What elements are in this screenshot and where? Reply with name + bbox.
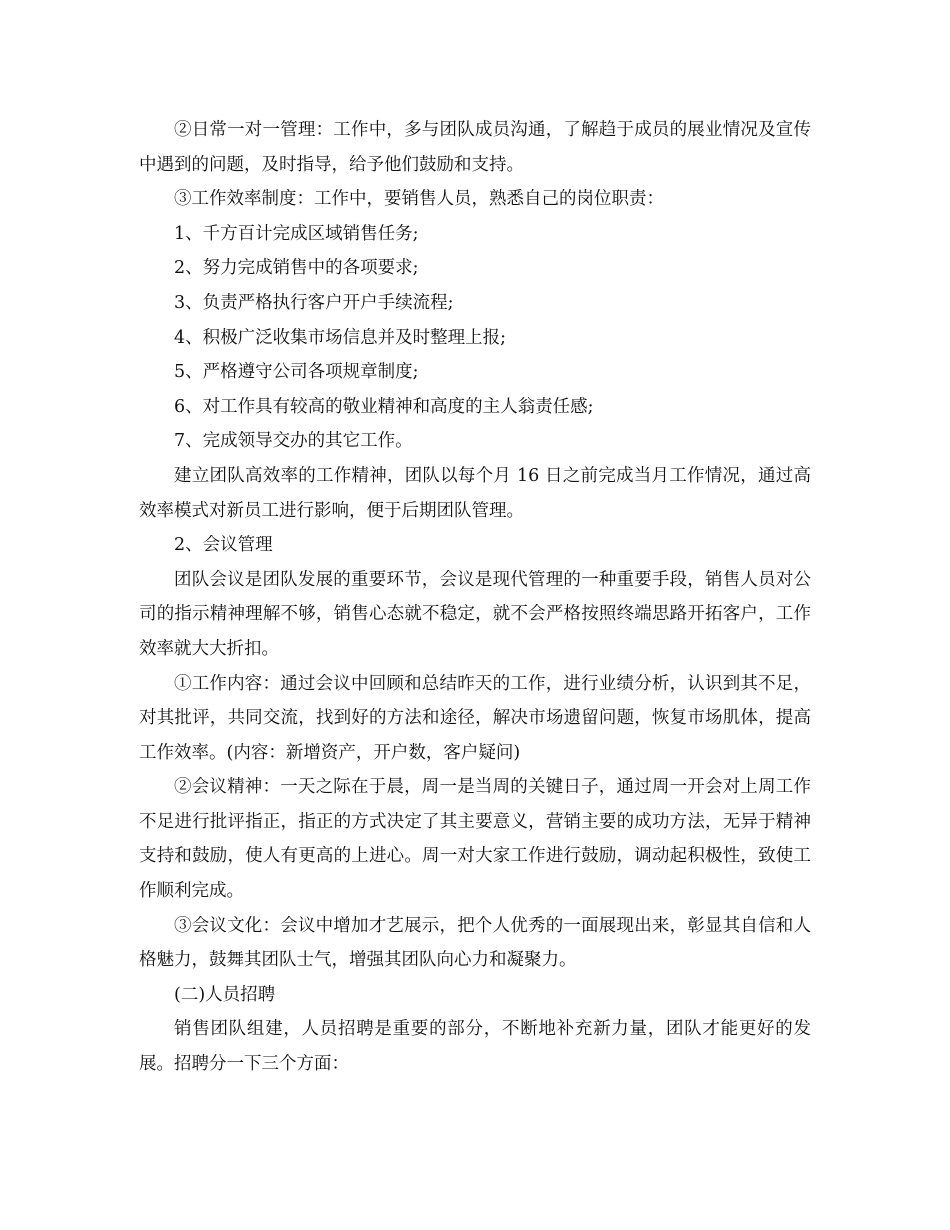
section-heading-recruitment: (二)人员招聘 (174, 984, 276, 1005)
paragraph-daily-management: ②日常一对一管理：工作中，多与团队成员沟通，了解趋于成员的展业情况及宣传中遇到的问题，及时指导，给予他们鼓励和支持。 (139, 120, 811, 175)
section-heading-meeting-management: 2、会议管理 (174, 535, 273, 556)
paragraph-team-spirit: 建立团队高效率的工作精神，团队以每个月 16 日之前完成当月工作情况，通过高效率模式对新员工进行影响，便于后期团队管理。 (139, 465, 811, 521)
list-item-duty-7: 7、完成领导交办的其它工作。 (174, 431, 413, 452)
paragraph-efficiency-system: ③工作效率制度：工作中，要销售人员，熟悉自己的岗位职责： (174, 189, 664, 210)
list-item-duty-3: 3、负责严格执行客户开户手续流程; (174, 292, 454, 313)
list-item-duty-2: 2、努力完成销售中的各项要求; (174, 258, 419, 279)
list-item-duty-4: 4、积极广泛收集市场信息并及时整理上报; (174, 327, 507, 348)
document-body (139, 113, 811, 1082)
paragraph-meeting-content: ①工作内容：通过会议中回顾和总结昨天的工作，进行业绩分析，认识到其不足，对其批评，共同交流，找到好的方法和途径，解决市场遗留问题，恢复市场肌体，提高工作效率。(内容：新增资产，开户数，客户疑问) (139, 673, 811, 763)
paragraph-recruitment: 销售团队组建，人员招聘是重要的部分，不断地补充新力量，团队才能更好的发展。招聘分一下三个方面： (139, 1019, 811, 1075)
list-item-duty-5: 5、严格遵守公司各项规章制度; (174, 362, 419, 383)
paragraph-meeting-culture: ③会议文化：会议中增加才艺展示，把个人优秀的一面展现出来，彰显其自信和人格魅力，鼓舞其团队士气，增强其团队向心力和凝聚力。 (139, 915, 811, 971)
list-item-duty-6: 6、对工作具有较高的敬业精神和高度的主人翁责任感; (174, 396, 594, 417)
paragraph-meeting-spirit: ②会议精神：一天之际在于晨，周一是当周的关键日子，通过周一开会对上周工作不足进行批评指正，指正的方式决定了其主要意义，营销主要的成功方法，无异于精神支持和鼓励，使人有更高的上进心。周一对大家工作进行鼓励，调动起积极性，致使工作顺利完成。 (139, 777, 811, 902)
list-item-duty-1: 1、千方百计完成区域销售任务; (174, 223, 419, 244)
paragraph-meeting-importance: 团队会议是团队发展的重要环节，会议是现代管理的一种重要手段，销售人员对公司的指示精神理解不够，销售心态就不稳定，就不会严格按照终端思路开拓客户，工作效率就大大折扣。 (139, 569, 811, 659)
